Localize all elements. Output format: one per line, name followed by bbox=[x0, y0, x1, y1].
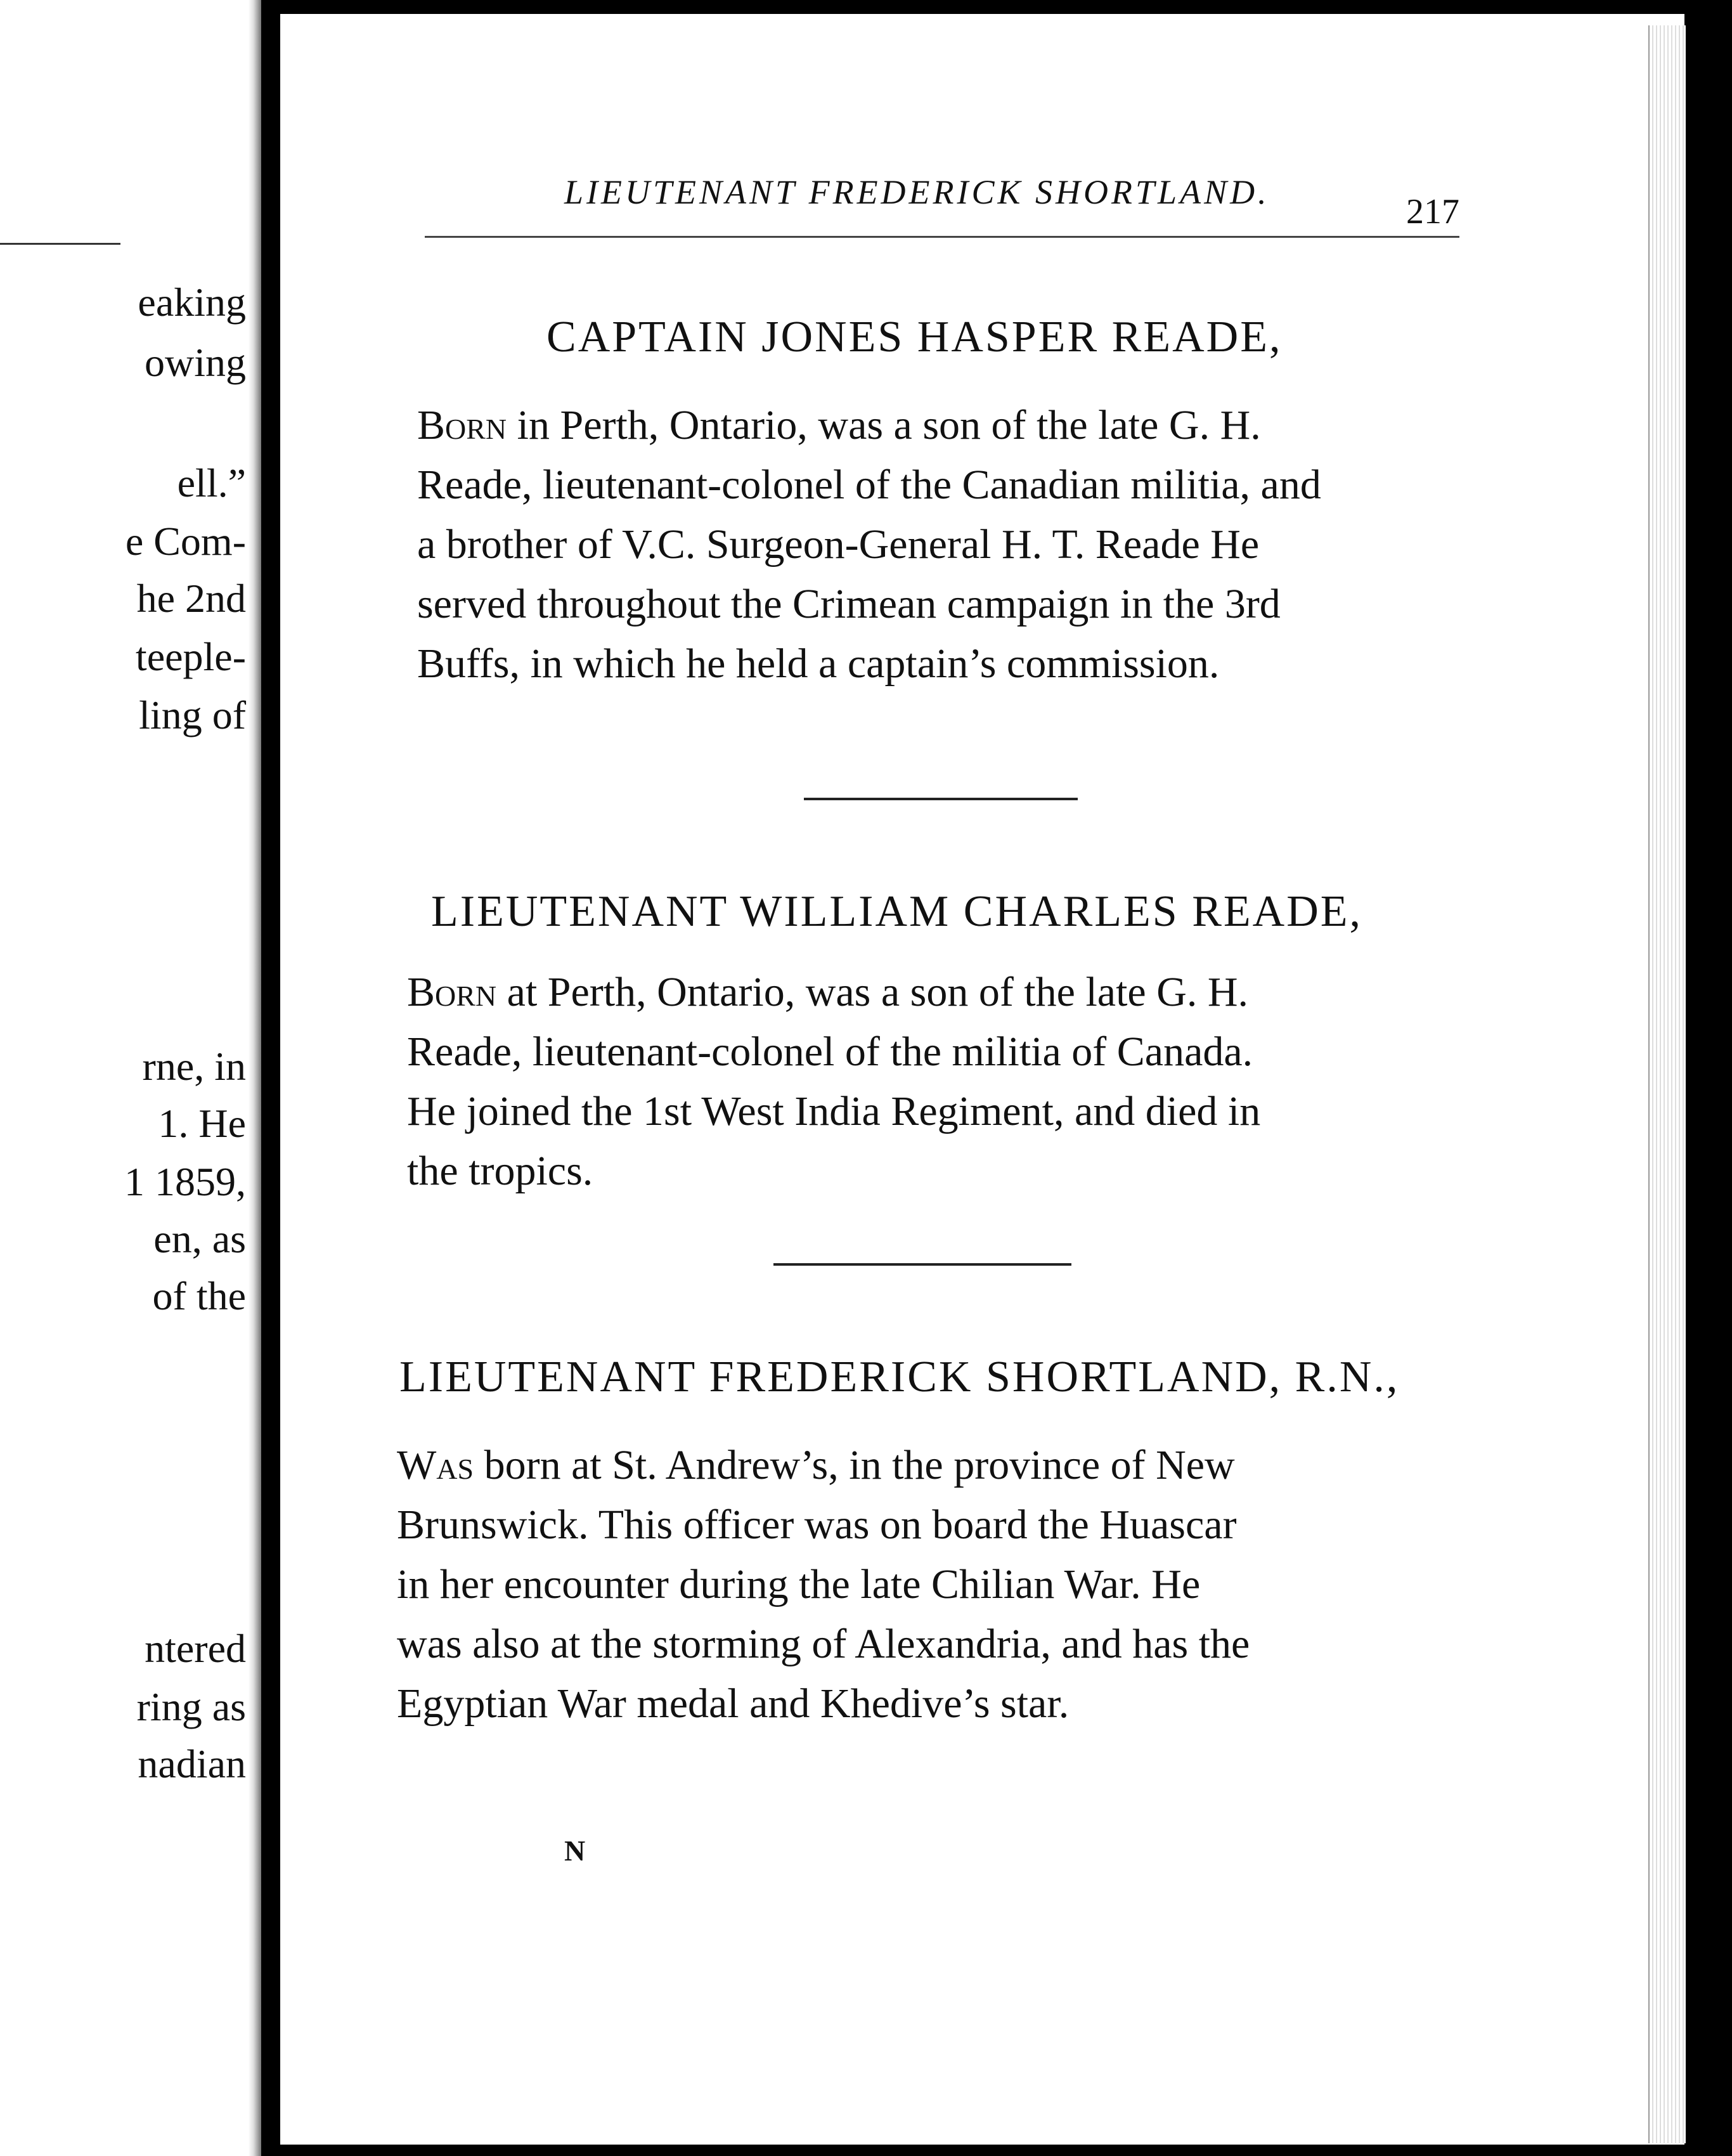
previous-page-line: nadian bbox=[138, 1741, 246, 1786]
printer-signature-mark: N bbox=[564, 1835, 586, 1867]
entry-heading: LIEUTENANT FREDERICK SHORTLAND, R.N., bbox=[399, 1353, 1400, 1401]
entry-text-line: Reade, lieutenant-colonel of the Canadian militia, and bbox=[417, 462, 1321, 508]
entry-lead-word: Born bbox=[407, 969, 497, 1015]
entry-text-line: the tropics. bbox=[407, 1148, 593, 1194]
previous-page-line: he 2nd bbox=[136, 576, 246, 621]
entry-text-line: was also at the storming of Alexandria, and has the bbox=[397, 1621, 1250, 1667]
entry-lead-word: Was bbox=[397, 1442, 474, 1488]
previous-page-line: 1 1859, bbox=[124, 1159, 246, 1204]
entry-text: in Perth, Ontario, was a son of the late G. H. bbox=[517, 402, 1261, 448]
running-head-title: LIEUTENANT FREDERICK SHORTLAND. bbox=[564, 173, 1270, 211]
previous-page-line: teeple- bbox=[135, 634, 246, 679]
previous-page-fragment bbox=[0, 0, 261, 2156]
previous-page-line: of the bbox=[152, 1273, 246, 1318]
entry-text-line bbox=[417, 402, 1456, 448]
page-gutter-shadow bbox=[249, 0, 261, 2156]
entry-text-line: He joined the 1st West India Regiment, and died in bbox=[407, 1088, 1261, 1134]
previous-page-line: ling of bbox=[139, 692, 246, 737]
previous-page-line: ell.” bbox=[177, 460, 246, 505]
previous-page-line: eaking bbox=[138, 280, 246, 325]
section-divider bbox=[804, 798, 1078, 800]
book-spine bbox=[261, 0, 280, 2156]
entry-text-line: Brunswick. This officer was on board the Huascar bbox=[397, 1502, 1237, 1548]
entry-text: at Perth, Ontario, was a son of the late G. H. bbox=[507, 969, 1249, 1015]
entry-text-line: Buffs, in which he held a captain’s commission. bbox=[417, 640, 1220, 687]
entry-text-line bbox=[397, 1442, 1443, 1488]
entry-text-line: Reade, lieutenant-colonel of the militia of Canada. bbox=[407, 1029, 1253, 1075]
entry-text-line bbox=[407, 971, 1447, 1013]
entry-text-line: in her encounter during the late Chilian War. He bbox=[397, 1561, 1201, 1607]
previous-page-line: 1. He bbox=[158, 1101, 246, 1146]
previous-page-line: e Com- bbox=[125, 519, 246, 564]
running-head-rule bbox=[425, 236, 1459, 238]
entry-lead-word: Born bbox=[417, 402, 507, 448]
previous-page-line: ring as bbox=[136, 1684, 246, 1729]
page-number: 217 bbox=[1406, 192, 1459, 231]
entry-text-line: served throughout the Crimean campaign in the 3rd bbox=[417, 581, 1281, 627]
entry-text: born at St. Andrew’s, in the province of New bbox=[484, 1442, 1235, 1488]
entry-heading: CAPTAIN JONES HASPER READE, bbox=[546, 313, 1283, 361]
previous-page-line: ntered bbox=[145, 1626, 246, 1671]
previous-page-line: rne, in bbox=[142, 1044, 246, 1089]
previous-page-line: en, as bbox=[153, 1216, 246, 1261]
section-divider bbox=[773, 1263, 1071, 1266]
previous-page-rule bbox=[0, 243, 120, 245]
entry-text-line: Egyptian War medal and Khedive’s star. bbox=[397, 1680, 1070, 1727]
page-edges bbox=[1648, 25, 1686, 2143]
entry-text-line: a brother of V.C. Surgeon-General H. T. Reade He bbox=[417, 521, 1260, 568]
entry-heading: LIEUTENANT WILLIAM CHARLES READE, bbox=[431, 887, 1363, 936]
previous-page-line: owing bbox=[145, 340, 246, 385]
